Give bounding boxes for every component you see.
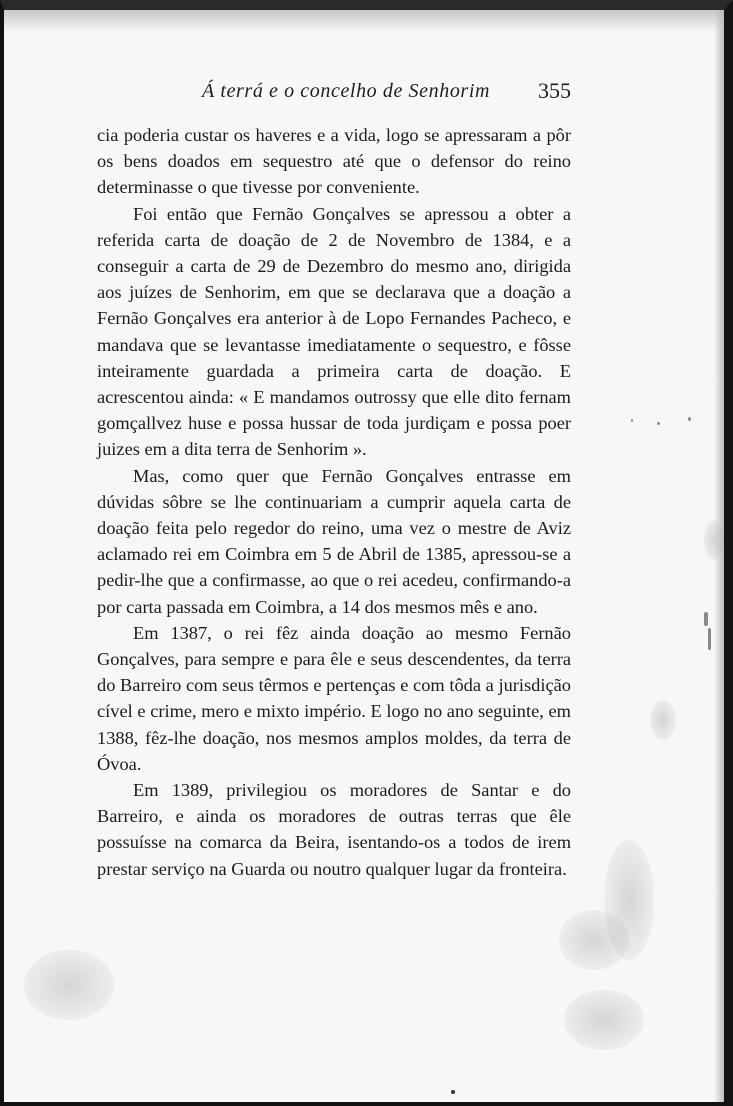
paragraph: Em 1389, privilegiou os moradores de Santar e do Barreiro, e ainda os moradores de outras terras que êle possuísse na comarca da Beira, isentando-os a todos de irem prestar serviço na Guarda ou noutro qualquer lugar da fronteira. bbox=[97, 780, 571, 879]
scan-speck bbox=[451, 1090, 455, 1094]
scan-speck bbox=[631, 419, 633, 422]
paragraph: Em 1387, o rei fêz ainda doação ao mesmo Fernão Gonçalves, para sempre e para êle e seus descendentes, da terra do Barreiro com seus têrmos e pertenças e com tôda a jurisdição cível e crime, mero e mixto império. E logo no ano seguinte, em 1388, fêz-lhe doação, nos mesmos amplos moldes, da terra de Óvoa. bbox=[97, 622, 571, 774]
paragraph: Foi então que Fernão Gonçalves se apressou a obter a referida carta de doação de 2 de Novembro de 1384, e a conseguir a carta de 29 de Dezembro do mesmo ano, dirigida aos juízes de Senhorim, em que se declarava que a doação a Fernão Gonçalves era anterior à de Lopo Fernandes Pacheco, e mandava que se levantasse imediatamente o sequestro, e fôsse inteiramente guardada a primeira carta de doação. E acrescentou ainda: « E mandamos outrossy que elle dito fernam gomçallvez huse e possa hussar de toda jurdiçam e possa poer juizes em a dita terra de Senhorim ». bbox=[97, 203, 571, 460]
scan-smudge bbox=[24, 950, 114, 1020]
scan-smudge bbox=[604, 840, 654, 960]
body-text bbox=[97, 122, 571, 882]
running-title: Á terrá e o concelho de Senhorim bbox=[202, 80, 491, 102]
paragraph: cia poderia custar os haveres e a vida, logo se apressaram a pôr os bens doados em sequestro até que o defensor do reino determinasse o que tivesse por conveniente. bbox=[97, 125, 571, 198]
scan-speck bbox=[688, 417, 691, 421]
scan-speck bbox=[708, 628, 711, 650]
scan-top-shadow bbox=[4, 10, 724, 32]
page-number: 355 bbox=[538, 78, 571, 103]
scan-smudge bbox=[704, 520, 724, 560]
scan-smudge bbox=[650, 700, 676, 740]
running-head bbox=[4, 74, 724, 114]
scan-speck bbox=[657, 422, 660, 425]
scan-speck bbox=[704, 612, 708, 626]
scan-smudge bbox=[564, 990, 644, 1050]
paragraph: Mas, como quer que Fernão Gonçalves entrasse em dúvidas sôbre se lhe continuariam a cumprir aquela carta de doação feita pelo regedor do reino, uma vez o mestre de Aviz aclamado rei em Coimbra em 5 de Abril de 1385, apressou-se a pedir-lhe que a confirmasse, ao que o rei acedeu, confirmando-a por carta passada em Coimbra, a 14 dos mesmos mês e ano. bbox=[97, 465, 571, 617]
